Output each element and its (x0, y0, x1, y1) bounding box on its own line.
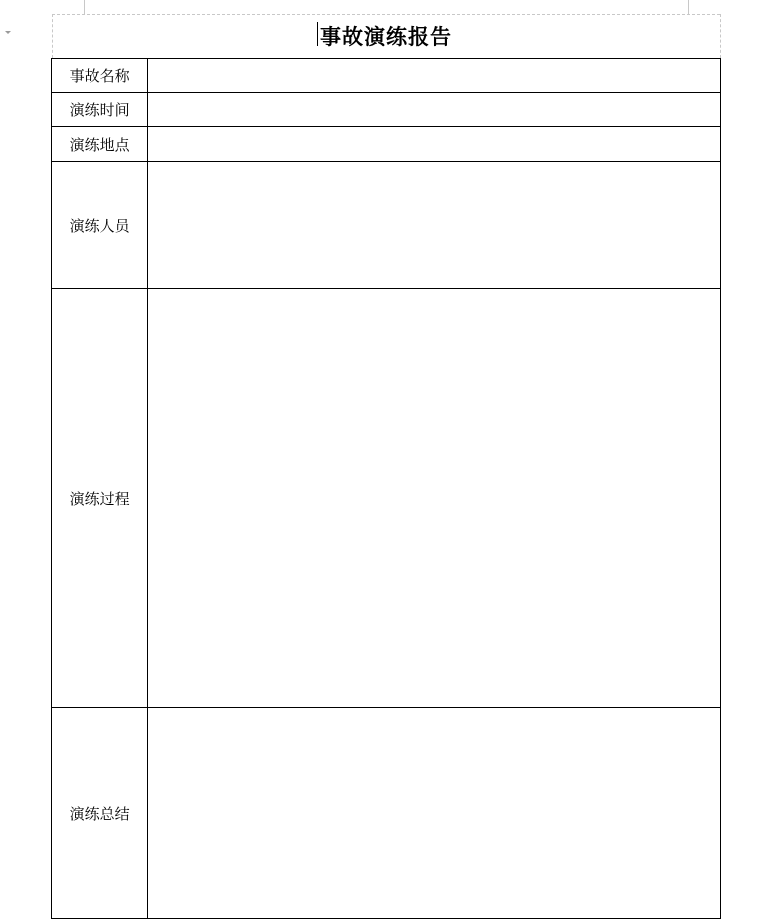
paragraph-marker-icon (5, 31, 11, 34)
drill-location-label: 演练地点 (52, 127, 148, 162)
drill-personnel-label: 演练人员 (52, 162, 148, 289)
title-paragraph[interactable] (52, 15, 720, 57)
drill-time-cell[interactable] (148, 93, 721, 127)
margin-corner-right (688, 0, 689, 14)
accident-name-label: 事故名称 (52, 59, 148, 93)
margin-corner-left (84, 0, 85, 14)
table-row (52, 93, 721, 127)
table-row (52, 127, 721, 162)
table-row (52, 708, 721, 919)
table-row (52, 289, 721, 708)
drill-process-label: 演练过程 (52, 289, 148, 708)
table-row (52, 162, 721, 289)
report-form-table (51, 58, 721, 919)
text-cursor (317, 22, 318, 46)
drill-summary-label: 演练总结 (52, 708, 148, 919)
drill-location-cell[interactable] (148, 127, 721, 162)
page-margin-guide-right (720, 14, 721, 58)
document-title-text: 事故演练报告 (320, 24, 452, 49)
document-title[interactable] (320, 21, 452, 51)
drill-personnel-cell[interactable] (148, 162, 721, 289)
drill-process-cell[interactable] (148, 289, 721, 708)
drill-time-label: 演练时间 (52, 93, 148, 127)
table-row (52, 59, 721, 93)
drill-summary-cell[interactable] (148, 708, 721, 919)
accident-name-cell[interactable] (148, 59, 721, 93)
